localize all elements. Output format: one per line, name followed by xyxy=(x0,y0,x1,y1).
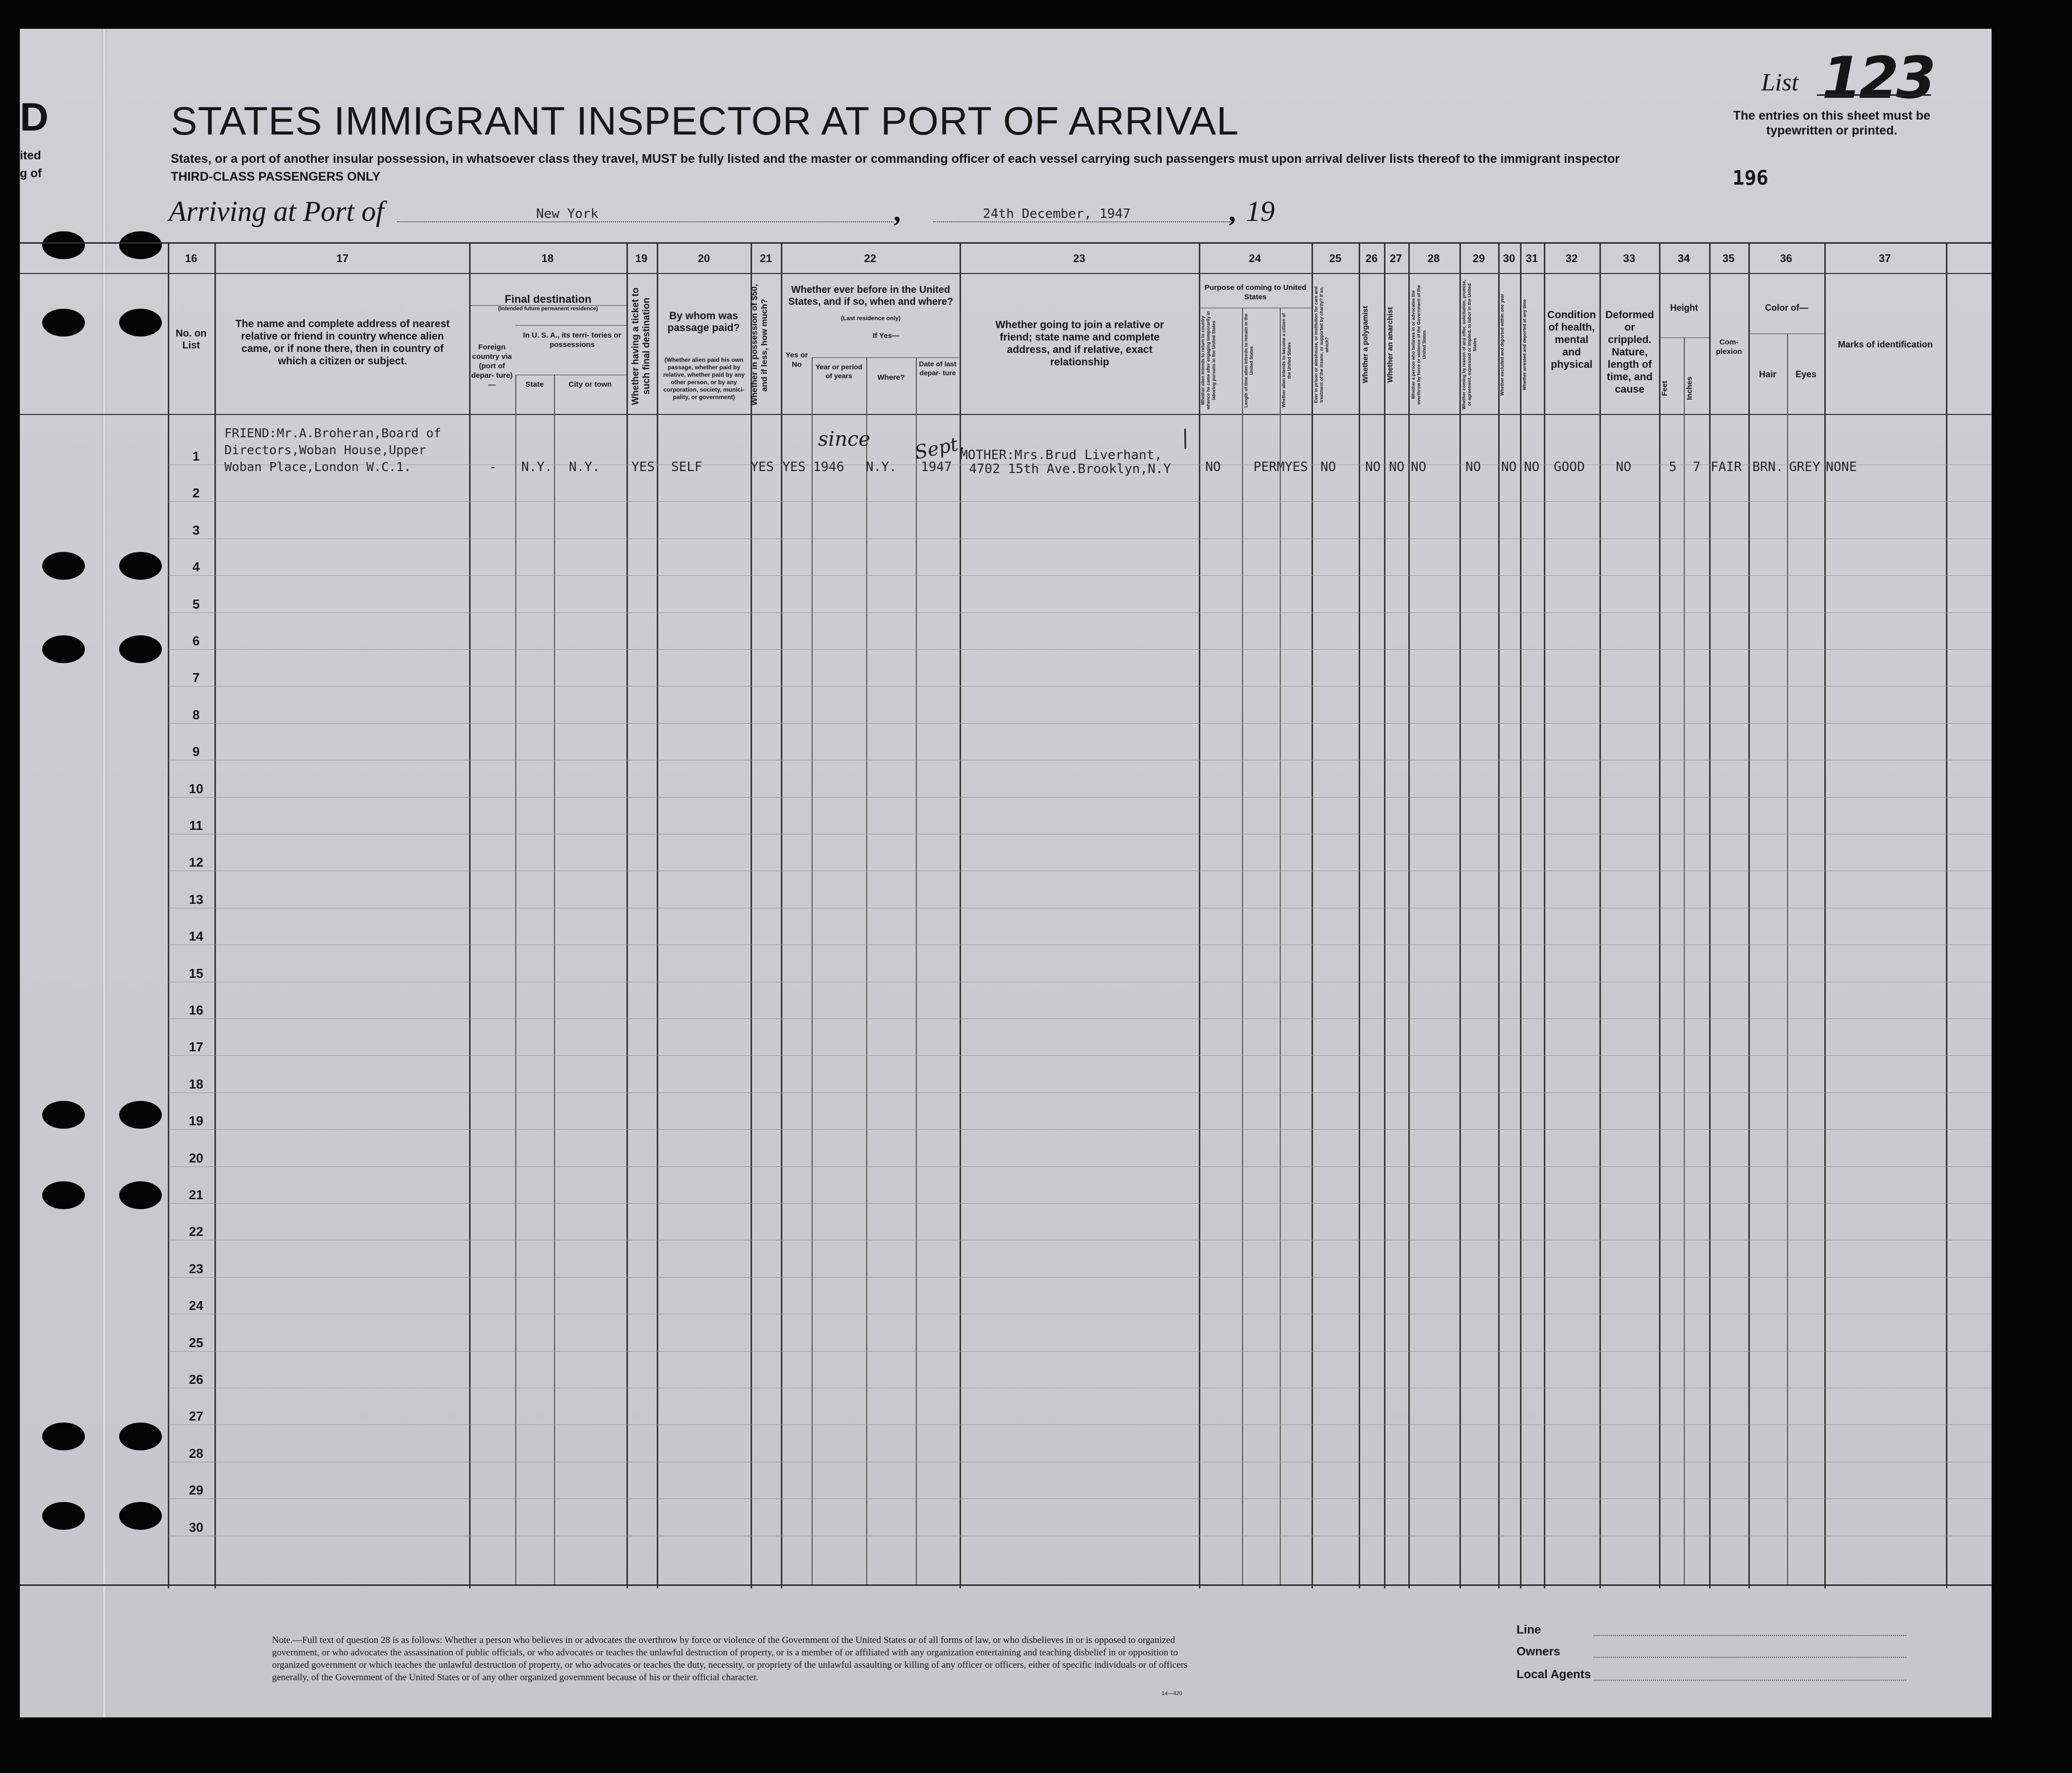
header-prison: Ever in prison or almshouse, or institution for care and treatment of the insane, or supported by charity? If so, which? xyxy=(1313,286,1329,404)
date-fill-line xyxy=(933,221,1231,222)
header-feet: Feet xyxy=(1660,381,1669,396)
row-number: 5 xyxy=(192,596,200,612)
row-number: 2 xyxy=(192,485,200,501)
col-rule xyxy=(1459,243,1461,1588)
col-rule xyxy=(1787,334,1788,1584)
year-prefix: 19 xyxy=(1246,195,1275,227)
row-number: 26 xyxy=(189,1372,204,1387)
column-number: 22 xyxy=(864,252,877,265)
entry-deformed: NO xyxy=(1616,460,1632,475)
header-arrested: Whether arrested and deported at any time xyxy=(1522,299,1527,391)
entry-relative-line1: FRIEND:Mr.A.Broheran,Board of xyxy=(224,426,441,440)
row-number: 29 xyxy=(189,1483,204,1498)
header-ever-before-sub: (Last residence only) xyxy=(840,315,901,322)
column-number: 17 xyxy=(336,252,349,265)
header-eyes: Eyes xyxy=(1795,369,1817,379)
line-fill-line xyxy=(1593,1635,1906,1636)
col-rule xyxy=(469,243,471,1588)
row-line xyxy=(169,575,1992,576)
entry-period-year: 1946 xyxy=(813,460,844,475)
header-color-of: Color of— xyxy=(1765,303,1808,313)
row-number: 21 xyxy=(189,1187,204,1202)
header-city: City or town xyxy=(568,380,612,389)
footnote: Note.—Full text of question 28 is as follows: Whether a person who believes in or advocates the overthrow by force or violence of the Government of the United States or of all forms of law, or who disbelieves in or is opposed to organized government, or who advocates the assassination of public officials, or who advocates or teaches the unlawful destruction of property, or is a member of or affiliated with any organization entertaining and teaching disbelief in or opposition to organized government or which teaches the unlawful destruction of property, or who advocates or teaches the duty, necessity, or propriety of the unlawful assaulting or killing of any officer or officers, either of specific individuals or of officers generally, of the Government of the United States or of any other organized government because of his or their official character. xyxy=(272,1635,1188,1683)
col-rule xyxy=(1359,243,1360,1588)
header-health: Condition of health, mental and physical xyxy=(1547,309,1596,370)
entry-health: GOOD xyxy=(1554,460,1585,475)
col-rule xyxy=(1280,308,1281,1584)
col-rule xyxy=(1199,243,1200,1588)
row-line xyxy=(169,1092,1992,1093)
entry-anarchist: NO xyxy=(1389,460,1405,475)
punch-hole xyxy=(119,1101,162,1129)
row-number: 9 xyxy=(192,744,200,759)
column-number: 29 xyxy=(1472,252,1485,265)
header-where: Where? xyxy=(877,373,905,382)
entry-state: N.Y. xyxy=(521,460,553,475)
column-number: 26 xyxy=(1365,252,1378,265)
row-number: 3 xyxy=(192,522,200,538)
column-number: 20 xyxy=(697,252,710,265)
col-rule xyxy=(1684,338,1685,1584)
row-number: 19 xyxy=(189,1113,204,1129)
row-number: 30 xyxy=(189,1519,204,1535)
entry-feet: 5 xyxy=(1669,460,1677,475)
entry-period-handwritten: since xyxy=(818,428,871,451)
subheader-rule xyxy=(812,357,960,358)
punch-hole xyxy=(119,1502,162,1530)
entry-inches: 7 xyxy=(1693,460,1701,475)
header-foreign-country: Foreign country via (port of depar- ture)— xyxy=(471,343,513,389)
page-fold xyxy=(102,29,107,1717)
owners-fill-line xyxy=(1593,1657,1906,1658)
entry-relative-line3: Woban Place,London W.C.1. xyxy=(224,460,412,474)
entry-departure-handwritten: Sept. xyxy=(912,432,966,464)
column-number: 18 xyxy=(541,252,554,265)
col-rule xyxy=(626,243,628,1588)
column-number: 33 xyxy=(1623,252,1636,265)
row-line xyxy=(169,1203,1992,1204)
col-rule xyxy=(1748,243,1750,1588)
row-line xyxy=(169,723,1992,724)
header-ever-before: Whether ever before in the United States, and if so, when and where? xyxy=(788,284,954,307)
header-bottom-rule xyxy=(20,414,1992,415)
header-anarchist: Whether an anarchist xyxy=(1386,307,1394,383)
row-number: 18 xyxy=(189,1076,204,1091)
row-number: 12 xyxy=(189,855,204,870)
header-passage-paid: By whom was passage paid? xyxy=(667,310,740,334)
table-bottom-rule xyxy=(20,1584,1992,1586)
entry-length: PERM xyxy=(1253,460,1285,475)
row-number: 10 xyxy=(189,781,204,796)
col-rule xyxy=(515,375,516,1584)
header-period: Year or period of years xyxy=(815,363,863,380)
col-rule xyxy=(781,243,782,1588)
header-state: State xyxy=(525,380,544,389)
col-rule xyxy=(1599,243,1601,1588)
row-number: 16 xyxy=(189,1003,204,1018)
entry-join-line2: 4702 15th Ave.Brooklyn,N.Y xyxy=(969,462,1171,477)
entry-excluded: NO xyxy=(1501,460,1517,475)
row-number: 7 xyxy=(192,670,200,685)
local-agents-label: Local Agents xyxy=(1517,1668,1591,1681)
entry-join: MOTHER:Mrs.Brud Liverhant, xyxy=(960,448,1162,463)
row-number: 23 xyxy=(189,1261,204,1276)
header-no-on-list: No. on List xyxy=(175,328,207,351)
punch-hole xyxy=(42,552,85,580)
entry-paid-by: SELF xyxy=(671,460,702,475)
line-label: Line xyxy=(1517,1623,1541,1637)
header-last-departure: Date of last depar- ture xyxy=(919,360,957,377)
row-number: 13 xyxy=(189,891,204,907)
row-line xyxy=(169,1166,1992,1167)
col-rule xyxy=(657,243,658,1588)
row-number: 4 xyxy=(192,559,200,575)
column-number: 34 xyxy=(1677,252,1690,265)
column-number: 37 xyxy=(1878,252,1891,265)
list-number-line xyxy=(1817,94,1931,96)
check-mark: / xyxy=(1175,425,1194,452)
port-fill-line xyxy=(397,221,894,222)
col-rule xyxy=(1544,243,1545,1588)
entry-has-fifty: YES xyxy=(751,460,774,475)
row-number: 25 xyxy=(189,1335,204,1350)
column-number: 23 xyxy=(1073,252,1086,265)
row-number: 28 xyxy=(189,1445,204,1461)
header-if-yes: If Yes— xyxy=(873,332,899,340)
entry-where: N.Y. xyxy=(866,460,897,475)
punch-hole xyxy=(42,635,85,663)
col-rule xyxy=(168,243,169,1588)
punch-hole xyxy=(119,1181,162,1209)
form-code: 14—420 xyxy=(1162,1691,1182,1697)
row-number: 22 xyxy=(189,1224,204,1239)
header-polygamist: Whether a polygamist xyxy=(1361,306,1370,384)
row-number: 6 xyxy=(192,633,200,648)
header-deformed: Deformed or crippled. Nature, length of time, and cause xyxy=(1605,309,1655,395)
header-passage-paid-sub: (Whether alien paid his own passage, whether paid by relative, whether paid by any other person, or by any corporation, society, munici- pality, or government) xyxy=(663,356,745,401)
punch-hole xyxy=(42,1502,85,1530)
col-rule xyxy=(1384,243,1385,1588)
header-purpose-citizen: Whether alien intends to become a citizen of the United States xyxy=(1281,313,1292,408)
column-number: 24 xyxy=(1248,252,1261,265)
entry-before-yes: YES xyxy=(782,460,806,475)
header-fifty-dollars: Whether in possession of $50, and if less, how much? xyxy=(750,284,769,406)
entry-citizen: YES xyxy=(1285,460,1308,475)
col-rule xyxy=(1242,308,1243,1584)
column-number: 25 xyxy=(1329,252,1342,265)
entry-marks: NONE xyxy=(1826,460,1857,475)
column-number: 16 xyxy=(185,252,198,265)
row-number: 17 xyxy=(189,1039,204,1055)
paper xyxy=(20,29,1992,1717)
owners-label: Owners xyxy=(1517,1645,1561,1658)
entry-hair: BRN. xyxy=(1752,460,1784,475)
row-line xyxy=(169,501,1992,502)
entries-note: The entries on this sheet must be typewritten or printed. xyxy=(1733,109,1931,137)
comma: , xyxy=(894,195,901,227)
entry-relative-line2: Directors,Woban House,Upper xyxy=(224,443,426,457)
row-number: 20 xyxy=(189,1150,204,1165)
col-rule xyxy=(1946,243,1947,1588)
column-number-rule xyxy=(20,273,1992,274)
row-number: 15 xyxy=(189,965,204,981)
header-usa: In U. S. A., its terri- tories or possessions xyxy=(523,331,622,349)
col-rule xyxy=(866,357,867,1584)
entry-complexion: FAIR xyxy=(1711,460,1742,475)
column-number: 19 xyxy=(635,252,648,265)
col-rule xyxy=(916,357,917,1584)
punch-hole xyxy=(119,552,162,580)
header-purpose: Purpose of coming to United States xyxy=(1204,283,1307,301)
form-title: STATES IMMIGRANT INSPECTOR AT PORT OF ARRIVAL xyxy=(171,99,1240,143)
punch-hole xyxy=(42,1423,85,1450)
arriving-label: Arriving at Port of xyxy=(169,195,384,227)
header-join-relative: Whether going to join a relative or friend; state name and complete address, and if relative, exact relationship xyxy=(995,319,1164,368)
col-rule xyxy=(1659,243,1660,1588)
row-number: 24 xyxy=(189,1298,204,1313)
column-number: 36 xyxy=(1780,252,1793,265)
entry-ticket: YES xyxy=(631,460,655,475)
col-rule xyxy=(1498,243,1500,1588)
subheader-rule xyxy=(515,325,626,326)
header-marks: Marks of identification xyxy=(1838,340,1933,349)
entry-eyes: GREY xyxy=(1789,460,1820,475)
entry-prison: NO xyxy=(1320,460,1336,475)
col-rule xyxy=(751,243,752,1588)
column-number: 27 xyxy=(1389,252,1402,265)
row-line xyxy=(169,1129,1992,1130)
col-rule xyxy=(1408,243,1410,1588)
entry-return: NO xyxy=(1205,460,1221,475)
col-rule xyxy=(1312,243,1313,1588)
entry-overthrow: NO xyxy=(1411,460,1427,475)
row-line xyxy=(169,797,1992,798)
list-number: 123 xyxy=(1822,45,1934,112)
punch-hole xyxy=(119,1423,162,1450)
header-inches: Inches xyxy=(1685,376,1694,401)
row-line xyxy=(169,1351,1992,1352)
col-rule xyxy=(1824,243,1826,1588)
column-number: 30 xyxy=(1503,252,1516,265)
column-number: 35 xyxy=(1722,252,1735,265)
left-page-fragment: D xyxy=(20,95,49,139)
row-line xyxy=(169,649,1992,650)
header-purpose-return: Whether alien intends to return to country whence he came after engaging temporarily in laboring pursuits in the United States xyxy=(1200,311,1216,410)
header-ticket: Whether having a ticket to such final destination xyxy=(630,287,652,405)
form-instructions: States, or a port of another insular possession, in whatsoever class they travel, MUST be fully listed and the master or commanding officer of each vessel carrying such passengers must upon arrival deliver lists thereof to the immigrant inspector xyxy=(171,152,1620,166)
header-labor-offer: Whether coming by reason of any offer, solicitation, promise, or agreement, expressed or implied, to labor in the United States xyxy=(1461,279,1477,410)
punch-hole xyxy=(119,635,162,663)
punch-hole xyxy=(42,1101,85,1129)
column-number: 32 xyxy=(1565,252,1578,265)
left-page-fragment: ited xyxy=(20,149,41,162)
row-line xyxy=(169,1277,1992,1278)
date-value: 24th December, 1947 xyxy=(983,206,1131,221)
entry-labor-offer: NO xyxy=(1465,460,1481,475)
entry-arrested: NO xyxy=(1524,460,1540,475)
col-rule xyxy=(554,375,555,1584)
header-overthrow: Whether a person who believes in or advocates the overthrow by force or violence of the Government of the United States xyxy=(1411,285,1427,405)
row-number: 8 xyxy=(192,707,200,722)
header-complexion: Com- plexion xyxy=(1716,338,1742,356)
header-nearest-relative: The name and complete address of nearest relative or friend in country whence alien came, or if none there, then in country of which a citizen or subject. xyxy=(235,318,450,367)
column-number: 21 xyxy=(760,252,772,265)
port-value: New York xyxy=(536,206,599,221)
punch-hole xyxy=(119,309,162,337)
header-excluded: Whether excluded and deported within one year xyxy=(1500,293,1505,396)
header-purpose-length: Length of time alien intends to remain in the United States xyxy=(1243,313,1254,408)
row-number: 14 xyxy=(189,929,204,944)
table-top-rule xyxy=(20,242,1992,244)
punch-hole xyxy=(42,1181,85,1209)
row-number: 1 xyxy=(192,449,200,464)
punch-hole xyxy=(42,309,85,337)
header-final-destination-sub: (Intended future permanent residence) xyxy=(498,306,598,312)
class-line: THIRD-CLASS PASSENGERS ONLY xyxy=(171,170,381,184)
column-number: 28 xyxy=(1427,252,1440,265)
row-line xyxy=(169,1055,1992,1056)
local-agents-fill-line xyxy=(1593,1680,1906,1681)
row-number: 11 xyxy=(189,818,203,833)
entry-last-departure: 1947 xyxy=(921,460,952,475)
header-height: Height xyxy=(1670,303,1698,313)
left-page-fragment: g of xyxy=(20,167,42,180)
col-rule xyxy=(1520,243,1521,1588)
column-number: 31 xyxy=(1525,252,1538,265)
col-rule xyxy=(812,357,813,1584)
punch-hole xyxy=(42,231,85,259)
list-label: List xyxy=(1761,68,1799,96)
col-rule xyxy=(1709,243,1711,1588)
row-number: 27 xyxy=(189,1409,204,1424)
entry-polygamist: NO xyxy=(1365,460,1381,475)
header-final-destination: Final destination xyxy=(504,293,592,305)
entry-city: N.Y. xyxy=(569,460,600,475)
entry-foreign-via: - xyxy=(489,460,497,475)
comma: , xyxy=(1229,195,1236,227)
sheet-number: 196 xyxy=(1732,167,1769,190)
punch-hole xyxy=(119,231,162,259)
header-hair: Hair xyxy=(1759,369,1777,379)
header-yes-or-no: Yes or No xyxy=(785,351,808,369)
